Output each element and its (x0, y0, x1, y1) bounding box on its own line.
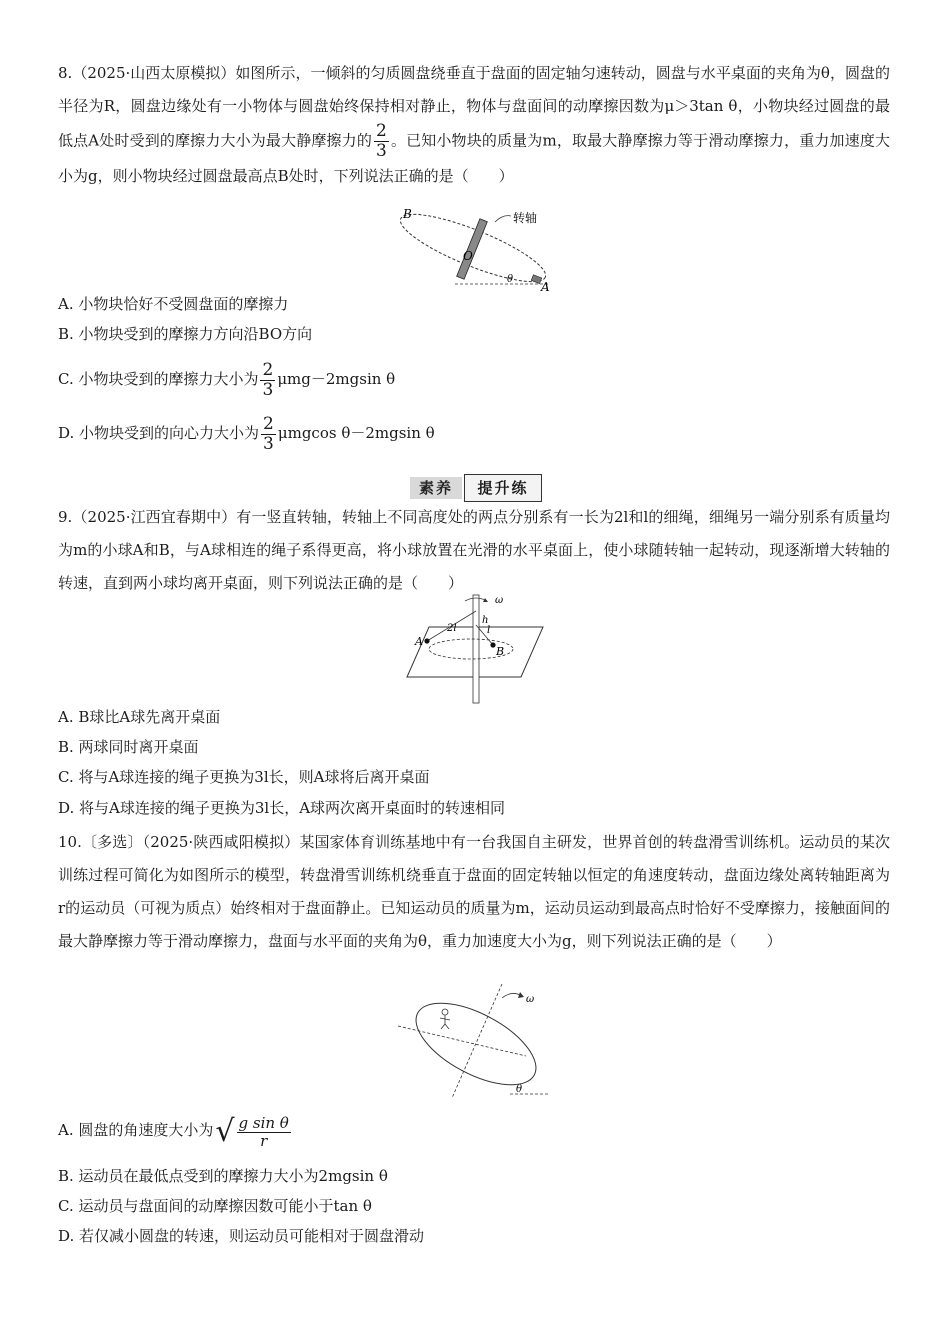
section-header-left: 素养 (410, 477, 462, 499)
q10-option-b[interactable]: B. 运动员在最低点受到的摩擦力大小为2mgsin θ (58, 1167, 388, 1185)
question-8-stem (58, 57, 890, 193)
question-9-stem: 9.（2025·江西宜春期中）有一竖直转轴，转轴上不同高度处的两点分别系有一长为2l和l的细绳，细绳另一端分别系有质量均为m的小球A和B，与A球相连的绳子系得更高，将小球放置在光滑的水平桌面上，使小球随转轴一起转动，现逐渐增大转轴的转速，直到两小球均离开桌面，则下列说法正确的是（ ） (58, 508, 890, 592)
ball-B (490, 642, 495, 647)
q10-option-a[interactable]: A. 圆盘的角速度大小为√ $\frac{\text{g sin θ}}{r}$ (58, 1108, 890, 1153)
q9-option-b[interactable]: B. 两球同时离开桌面 (58, 738, 199, 756)
question-8-text-part2: 。已知小物块的质量为m，取最大静摩擦力等于滑动摩擦力，重力加速度大小为g，则小物块经过圆盘最高点B处时，下列说法正确的是（ ） (58, 131, 890, 185)
square-root: √ $\frac{\text{g sin θ}}{r}$ (215, 1113, 289, 1150)
label-B: B (403, 207, 412, 221)
q8-option-b[interactable]: B. 小物块受到的摩擦力方向沿BO方向 (58, 325, 313, 343)
q10-option-d[interactable]: D. 若仅减小圆盘的转速，则运动员可能相对于圆盘滑动 (58, 1227, 425, 1245)
question-8-text-part1: 8.（2025·山西太原模拟）如图所示，一倾斜的匀质圆盘绕垂直于盘面的固定轴匀速转动，圆盘与水平桌面的夹角为θ，圆盘的半径为R，圆盘边缘处有一小物体与圆盘始终保持相对静止，物体与盘面间的动摩擦因数为μ＞3tan θ，小物块经过圆盘的最低点A处时受到的摩擦力大小为最大静摩擦力的 (58, 64, 890, 150)
label-l: l (487, 625, 491, 636)
rotation-axis (452, 984, 502, 1098)
fraction-two-thirds: $\frac{2}{3}$ (262, 359, 274, 400)
label-omega: ω (526, 994, 535, 1005)
fraction-two-thirds: $\frac{2}{3}$ (375, 121, 387, 161)
label-A: A (415, 635, 423, 648)
label-2l: 2l (447, 623, 457, 634)
label-O: O (463, 249, 473, 263)
q10-option-c[interactable]: C. 运动员与盘面间的动摩擦因数可能小于tan θ (58, 1197, 372, 1215)
ball-A (424, 638, 429, 643)
question-10-figure (398, 980, 553, 1102)
q8-option-a[interactable]: A. 小物块恰好不受圆盘面的摩擦力 (58, 295, 289, 313)
label-A: A (541, 280, 550, 292)
q9-option-d[interactable]: D. 将与A球连接的绳子更换为3l长，A球两次离开桌面时的转速相同 (58, 799, 506, 817)
section-header-right: 提升练 (464, 474, 542, 502)
athlete-figure (442, 1009, 448, 1015)
question-8-figure (395, 200, 560, 292)
question-10-stem: 10.〔多选〕（2025·陕西咸阳模拟）某国家体育训练基地中有一台我国自主研发，世界首创的转盘滑雪训练机。运动员的某次训练过程可简化为如图所示的模型，转盘滑雪训练机绕垂直于盘面的固定转轴以恒定的角速度转动，盘面边缘处离转轴距离为r的运动员（可视为质点）始终相对于盘面静止。已知运动员的质量为m，运动员运动到最高点时恰好不受摩擦力，接触面间的最大静摩擦力等于滑动摩擦力，盘面与水平面的夹角为θ，重力加速度大小为g，则下列说法正确的是（ ） (58, 833, 890, 950)
label-h: h (482, 615, 489, 626)
section-header (410, 474, 544, 502)
label-axis: 转轴 (513, 211, 538, 225)
label-omega: ω (495, 595, 504, 606)
label-theta: θ (507, 274, 514, 285)
q9-option-c[interactable]: C. 将与A球连接的绳子更换为3l长，则A球将后离开桌面 (58, 768, 430, 786)
q8-option-c[interactable]: C. 小物块受到的摩擦力大小为 $\frac{2}{3}$ μmg－2mgsin θ (58, 359, 396, 400)
label-theta: θ (516, 1084, 523, 1095)
q8-option-d[interactable]: D. 小物块受到的向心力大小为 $\frac{2}{3}$ μmgcos θ－2mgsin θ (58, 413, 435, 454)
q9-option-a[interactable]: A. B球比A球先离开桌面 (58, 708, 221, 726)
question-9-figure (405, 593, 545, 705)
label-B: B (496, 645, 505, 658)
fraction-two-thirds: $\frac{2}{3}$ (263, 413, 274, 454)
